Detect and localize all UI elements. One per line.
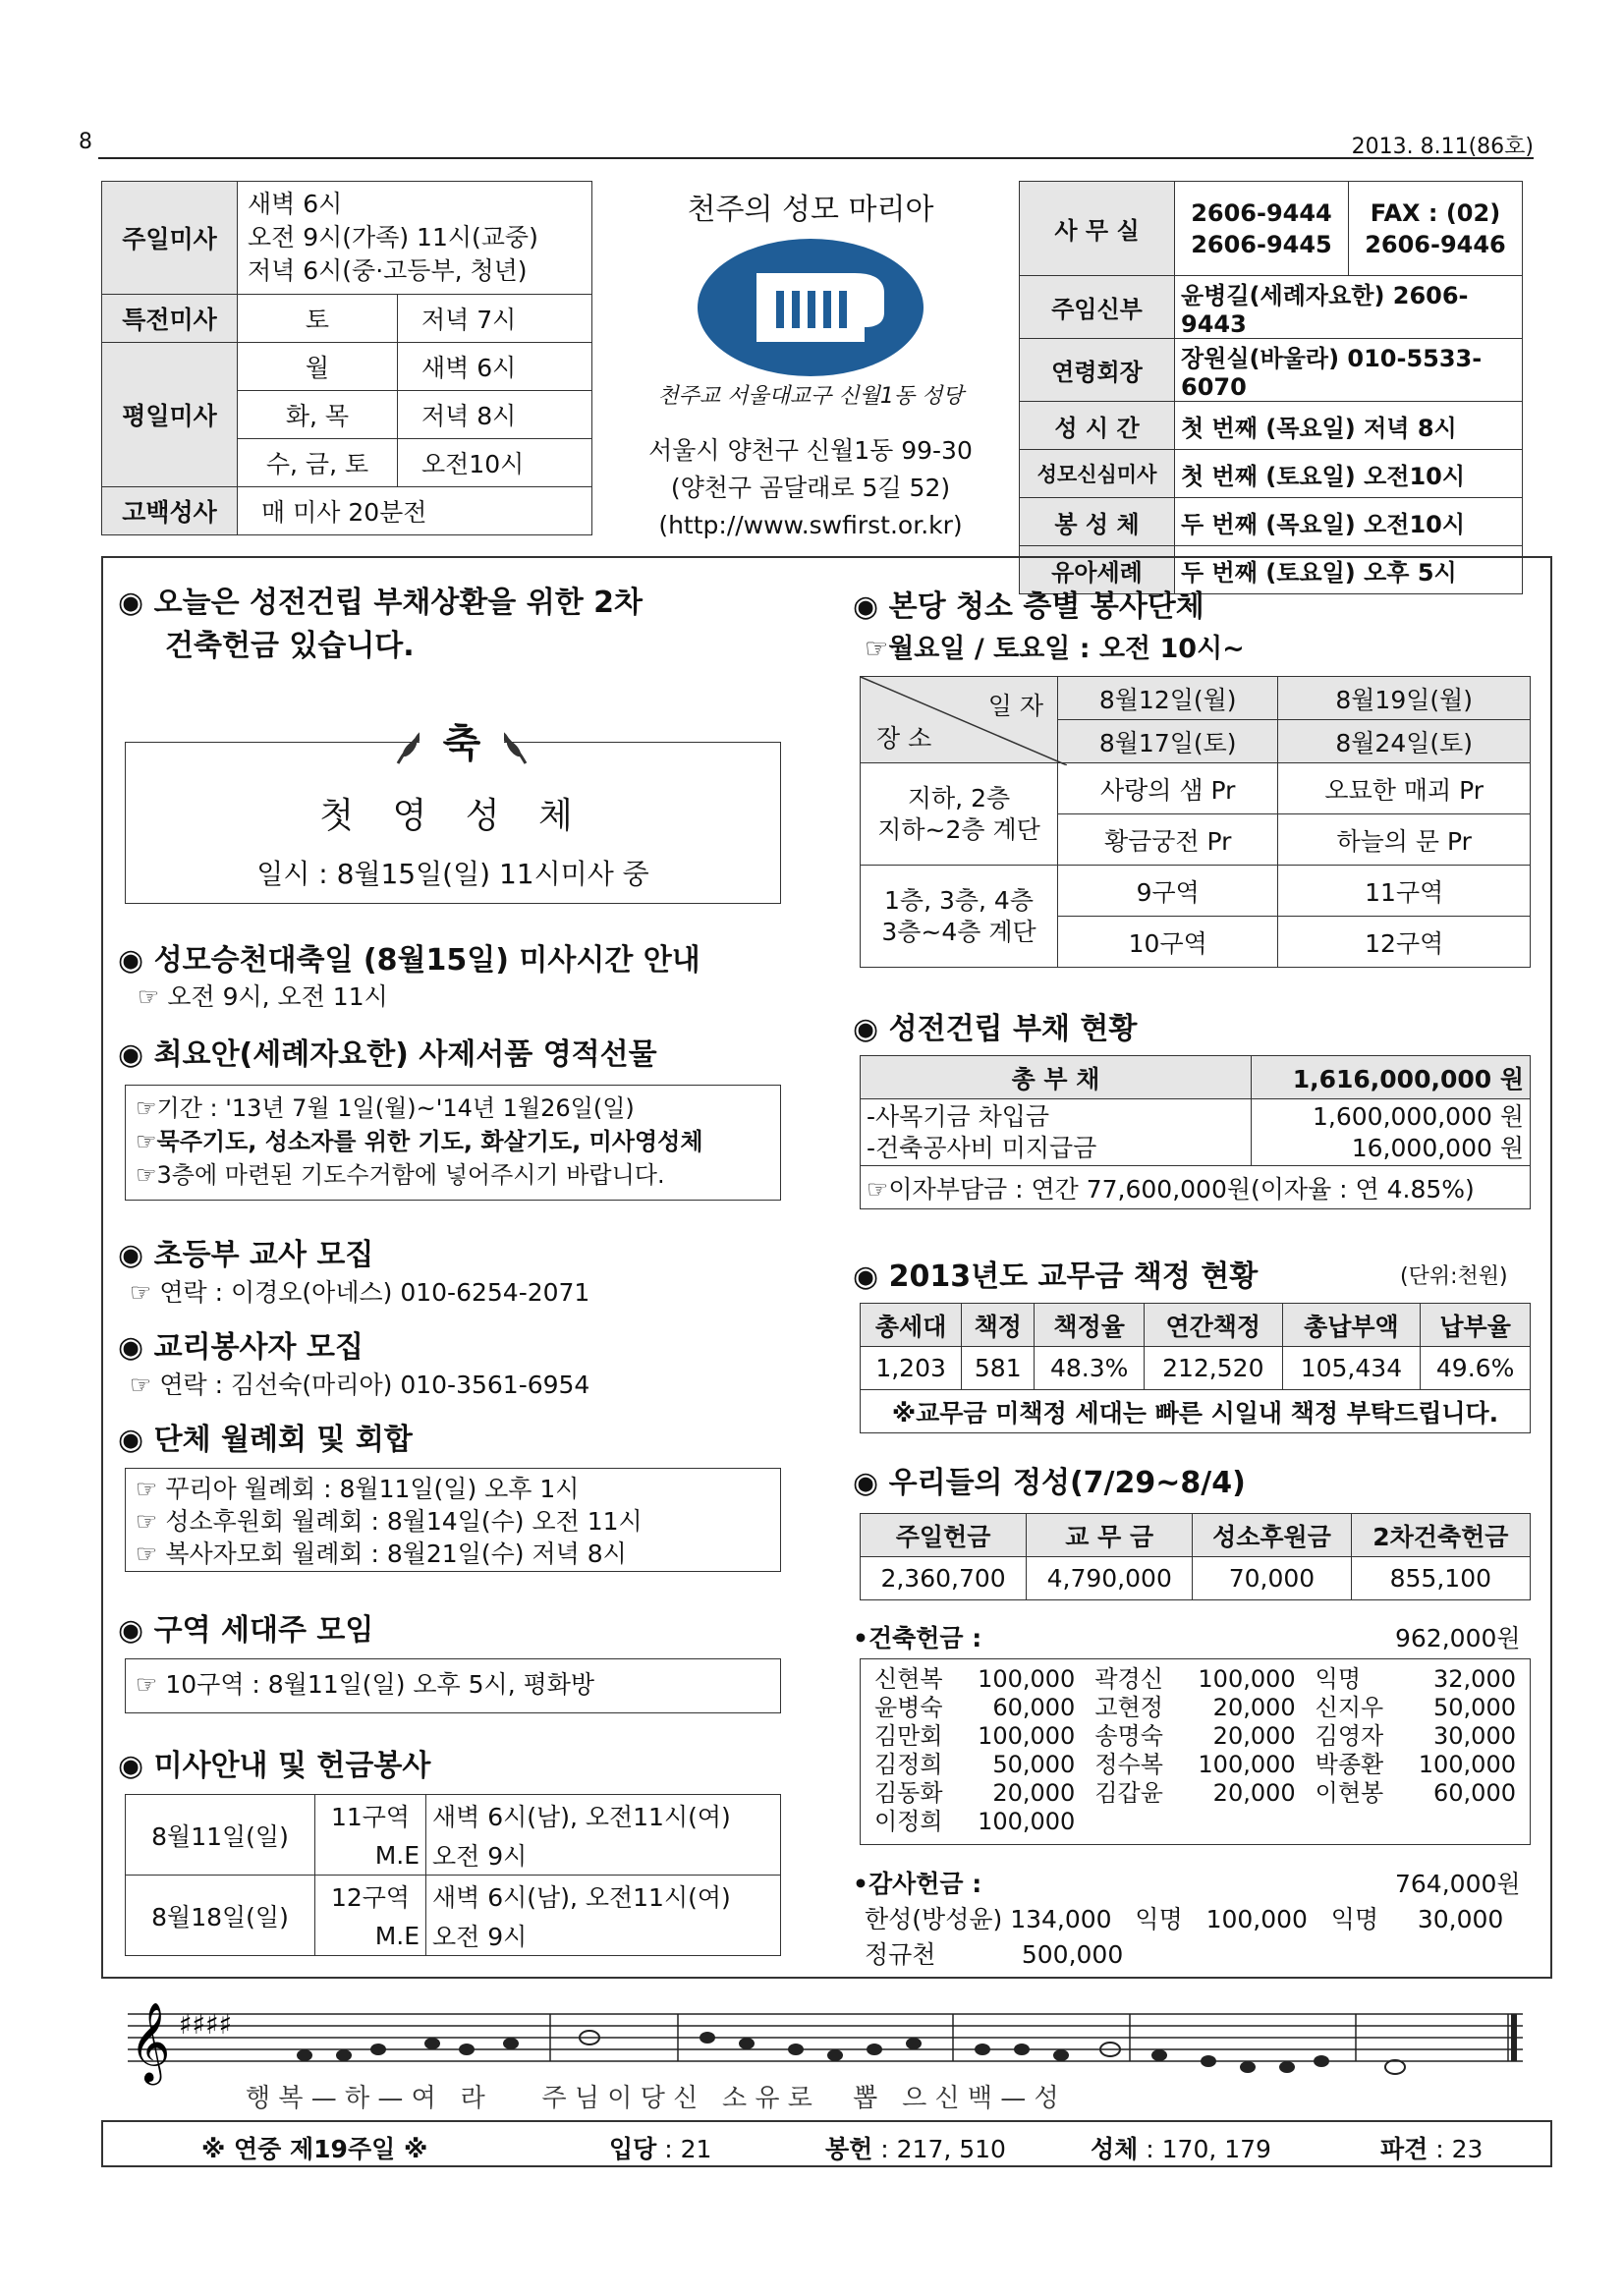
donor-amount: 20,000 [1212,1694,1296,1721]
offering-value: 855,100 [1351,1557,1530,1600]
offering-title: ◉ 우리들의 정성(7/29~8/4) [853,1466,1246,1500]
donor-amount: 100,000 [1198,1751,1296,1778]
office-row-label: 유아세례 [1020,546,1175,594]
office-fax: FAX : (02) 2606-9446 [1348,182,1522,276]
duty-value: 49.6% [1421,1347,1531,1390]
district-box [125,1658,781,1713]
meetings-title: ◉ 단체 월례회 및 회합 [118,1423,413,1457]
cleaning-when: ☞월요일 / 토요일 : 오전 10시~ [865,634,1245,664]
donor-name: 정수복 [1094,1751,1163,1778]
cleaning-header-cell: 일 자 장 소 [861,677,1058,763]
duty-note: ※교무금 미책정 세대는 빠른 시일내 책정 부탁드립니다. [861,1390,1531,1433]
donor-amount: 100,000 [1198,1665,1296,1693]
music-lyrics: 행 복 — 하 — 여 라 주 님 이 당 신 소 유 로 뽑 으 신 백 — 성 [246,2084,1059,2112]
confession-value: 매 미사 20분전 [238,487,592,535]
treble-clef-icon: 𝄞 [130,2001,171,2082]
donor-name: 김동화 [874,1779,943,1807]
debt-item-values: 1,600,000,000 원 16,000,000 원 [1252,1099,1531,1166]
mass-guide-date: 8월18일(일) [126,1876,315,1956]
donor-name: 이현봉 [1315,1779,1384,1807]
donor-amount: 20,000 [992,1779,1076,1807]
donor-row [874,1694,1516,1722]
sunday-mass-times: 새벽 6시 오전 9시(가족) 11시(교중) 저녁 6시(중·고등부, 청년) [238,182,592,295]
donor-amount: 20,000 [1212,1779,1296,1807]
donor-amount: 50,000 [1433,1694,1516,1721]
cleaning-date: 8월12일(월) [1058,677,1278,720]
parish-subtitle: 천주교 서울대교구 신월1동 성당 [657,384,964,409]
communion-hymn: 성체 : 170, 179 [1091,2135,1271,2163]
cleaning-group: 11구역 [1278,866,1531,917]
office-label: 사 무 실 [1020,182,1175,276]
donor-row [874,1722,1516,1751]
cleaning-place: 1층, 3층, 4층 3층~4층 계단 [861,866,1058,968]
mass-guide-group: 12구역 [315,1876,426,1917]
offering-value: 70,000 [1193,1557,1351,1600]
parish-address: 서울시 양천구 신월1동 99-30 (양천구 곰달래로 5길 52) (http://www.swfirst.or.kr) [648,436,973,539]
building-donors-box [860,1658,1531,1845]
cleaning-place: 지하, 2층 지하~2층 계단 [861,763,1058,866]
duty-header: 총세대 [861,1304,962,1347]
donor-name: 윤병숙 [874,1694,943,1721]
offering-value: 2,360,700 [861,1557,1027,1600]
duty-value: 1,203 [861,1347,962,1390]
duty-value: 48.3% [1035,1347,1145,1390]
debt-total-label: 총 부 채 [861,1056,1252,1099]
assumption-times: ☞ 오전 9시, 오전 11시 [138,982,388,1011]
building-label: •건축헌금 : [853,1624,982,1652]
confession-label: 고백성사 [102,487,238,535]
office-row-label: 봉 성 체 [1020,498,1175,546]
donor-name: 신지우 [1315,1694,1384,1721]
cleaning-date: 8월19일(월) [1278,677,1531,720]
cleaning-group: 12구역 [1278,917,1531,968]
thanks-total: 764,000원 [1395,1870,1521,1898]
parish-logo-icon [688,234,933,381]
debt-title: ◉ 성전건립 부채 현황 [853,1012,1138,1046]
donor-row [874,1808,1516,1836]
cleaning-group: 사랑의 샘 Pr [1058,763,1278,814]
donor-name: 김정희 [874,1751,943,1778]
dismissal-hymn: 파견 : 23 [1380,2135,1484,2163]
weekday-mass-label: 평일미사 [102,343,238,487]
donor-name: 익명 [1315,1665,1362,1693]
duty-header: 총납부액 [1282,1304,1421,1347]
duty-value: 105,434 [1282,1347,1421,1390]
special-mass-time: 저녁 7시 [398,295,592,343]
donor-name: 김만회 [874,1722,943,1750]
svg-text:♯♯♯♯: ♯♯♯♯ [179,2008,233,2041]
debt-table [860,1055,1531,1209]
offering-header: 성소후원금 [1193,1514,1351,1557]
celebration-when: 일시 : 8월15일(일) 11시미사 중 [256,858,649,890]
cleaning-date: 8월24일(토) [1278,720,1531,763]
offering-header: 2차건축헌금 [1351,1514,1530,1557]
weekday-day: 월 [238,343,398,391]
duty-unit: (단위:천원) [1400,1264,1508,1289]
district-line: ☞ 10구역 : 8월11일(일) 오후 5시, 평화방 [136,1670,595,1699]
donor-amount: 20,000 [1212,1722,1296,1750]
office-phones: 2606-9444 2606-9445 [1175,182,1349,276]
ordination-line: ☞기간 : '13년 7월 1일(월)~'14년 1월26일(일) [136,1094,635,1122]
donor-name: 김갑윤 [1094,1779,1163,1807]
office-row-label: 성모신심미사 [1020,450,1175,498]
donor-amount: 100,000 [1418,1751,1516,1778]
liturgical-week: ※ 연중 제19주일 ※ [201,2135,428,2163]
office-row-value: 두 번째 (목요일) 오전10시 [1175,498,1523,546]
mass-guide-group: 11구역 [315,1795,426,1836]
notice-building-fund: ◉ 오늘은 성전건립 부채상환을 위한 2차 건축헌금 있습니다. [118,586,643,663]
ordination-title: ◉ 최요안(세례자요한) 사제서품 영적선물 [118,1037,657,1072]
donor-name: 박종환 [1315,1751,1384,1778]
weekday-time: 새벽 6시 [398,343,592,391]
assumption-title: ◉ 성모승천대축일 (8월15일) 미사시간 안내 [118,943,700,978]
parish-title: 천주의 성모 마리아 [687,193,934,227]
office-table [1019,181,1523,594]
offering-value: 4,790,000 [1027,1557,1193,1600]
cleaning-group: 9구역 [1058,866,1278,917]
mass-schedule-table [101,181,592,535]
meeting-item: ☞ 성소후원회 월례회 : 8월14일(수) 오전 11시 [136,1507,643,1536]
mass-guide-group: M.E [315,1836,426,1876]
special-mass-label: 특전미사 [102,295,238,343]
liturgy-footer [101,2120,1552,2167]
duty-title: ◉ 2013년도 교무금 책정 현황 [853,1260,1259,1294]
donor-name: 김영자 [1315,1722,1384,1750]
duty-header: 납부율 [1421,1304,1531,1347]
office-row-value: 첫 번째 (토요일) 오전10시 [1175,450,1523,498]
weekday-day: 화, 목 [238,391,398,439]
thanks-line: 한성(방성윤) 134,000 익명 100,000 익명 30,000 [865,1905,1504,1933]
donor-amount: 100,000 [978,1665,1076,1693]
weekday-day: 수, 금, 토 [238,439,398,487]
volunteer-contact: ☞ 연락 : 김선숙(마리아) 010-3561-6954 [130,1371,590,1399]
office-row-value: 장원실(바울라) 010-5533-6070 [1175,339,1523,402]
offertory-hymn: 봉헌 : 217, 510 [825,2135,1006,2163]
donor-name: 송명숙 [1094,1722,1163,1750]
donor-amount [1408,1808,1516,1836]
weekday-time: 오전10시 [398,439,592,487]
special-mass-day: 토 [238,295,398,343]
cleaning-title: ◉ 본당 청소 층별 봉사단체 [853,589,1204,624]
issue-date: 2013. 8.11(86호) [1351,135,1534,159]
donor-name [1094,1808,1188,1836]
office-row-value: 윤병길(세례자요한) 2606-9443 [1175,276,1523,339]
donor-row [874,1751,1516,1779]
cleaning-group: 10구역 [1058,917,1278,968]
teacher-contact: ☞ 연락 : 이경오(아네스) 010-6254-2071 [130,1278,590,1307]
donor-row [874,1665,1516,1694]
thanks-line: 정규천 500,000 [865,1940,1124,1969]
cleaning-table [860,676,1531,968]
donor-amount: 60,000 [1433,1779,1516,1807]
mass-guide-slot: 오전 9시 [426,1917,781,1956]
donor-name: 곽경신 [1094,1665,1163,1693]
offering-header: 교 무 금 [1027,1514,1193,1557]
donor-row [874,1779,1516,1808]
ordination-line: ☞묵주기도, 성소자를 위한 기도, 화살기도, 미사영성체 [136,1128,703,1155]
office-row-label: 주임신부 [1020,276,1175,339]
duty-value: 581 [962,1347,1035,1390]
mass-guide-slot: 새벽 6시(남), 오전11시(여) [426,1876,781,1917]
debt-item-labels: -사목기금 차입금 -건축공사비 미지급금 [861,1099,1252,1166]
donor-amount [1188,1808,1296,1836]
meetings-box [125,1468,781,1572]
donor-name [1316,1808,1409,1836]
donor-amount: 100,000 [978,1722,1076,1750]
volunteer-title: ◉ 교리봉사자 모집 [118,1330,364,1365]
cleaning-group: 황금궁전 Pr [1058,814,1278,866]
meeting-item: ☞ 복사자모회 월례회 : 8월21일(수) 저녁 8시 [136,1540,627,1568]
cleaning-date: 8월17일(토) [1058,720,1278,763]
debt-total-value: 1,616,000,000 원 [1252,1056,1531,1099]
thanks-label: •감사헌금 : [853,1870,982,1898]
entry-hymn: 입당 : 21 [609,2135,712,2163]
ordination-line: ☞3층에 마련된 기도수거함에 넣어주시기 바랍니다. [136,1161,665,1189]
duty-table [860,1303,1531,1433]
mass-guide-slot: 새벽 6시(남), 오전11시(여) [426,1795,781,1836]
office-row-label: 연령회장 [1020,339,1175,402]
celebration-event: 첫 영 성 체 [319,796,587,836]
donor-name: 이정희 [874,1808,943,1835]
header-rule [98,157,1534,159]
duty-header: 책정율 [1035,1304,1145,1347]
district-title: ◉ 구역 세대주 모임 [118,1613,374,1648]
meeting-item: ☞ 꾸리아 월례회 : 8월11일(일) 오후 1시 [136,1475,580,1503]
ordination-box [125,1085,781,1201]
weekday-time: 저녁 8시 [398,391,592,439]
donor-amount: 60,000 [992,1694,1076,1721]
duty-value: 212,520 [1144,1347,1282,1390]
duty-header: 책정 [962,1304,1035,1347]
mass-guide-table [125,1794,781,1956]
sunday-mass-label: 주일미사 [102,182,238,295]
donor-name: 신현복 [874,1665,943,1693]
cleaning-group: 하늘의 문 Pr [1278,814,1531,866]
cleaning-group: 오묘한 매괴 Pr [1278,763,1531,814]
duty-header: 연간책정 [1144,1304,1282,1347]
mass-guide-title: ◉ 미사안내 및 헌금봉사 [118,1749,431,1783]
office-row-value: 두 번째 (토요일) 오후 5시 [1175,546,1523,594]
music-staff [118,1994,1523,2112]
mass-guide-date: 8월11일(일) [126,1795,315,1876]
office-row-value: 첫 번째 (목요일) 저녁 8시 [1175,402,1523,450]
teacher-title: ◉ 초등부 교사 모집 [118,1238,374,1272]
building-total: 962,000원 [1395,1624,1521,1652]
office-row-label: 성 시 간 [1020,402,1175,450]
donor-name: 고현정 [1094,1694,1163,1721]
mass-guide-group: M.E [315,1917,426,1956]
donor-amount: 30,000 [1433,1722,1516,1750]
mass-guide-slot: 오전 9시 [426,1836,781,1876]
donor-amount: 100,000 [978,1808,1076,1835]
donor-amount: 32,000 [1433,1665,1516,1693]
offering-table [860,1513,1531,1600]
donor-amount: 50,000 [992,1751,1076,1778]
celebration-title: 축 [420,712,504,768]
page-number: 8 [79,130,92,154]
offering-header: 주일헌금 [861,1514,1027,1557]
debt-interest: ☞이자부담금 : 연간 77,600,000원(이자율 : 연 4.85%) [861,1166,1531,1209]
